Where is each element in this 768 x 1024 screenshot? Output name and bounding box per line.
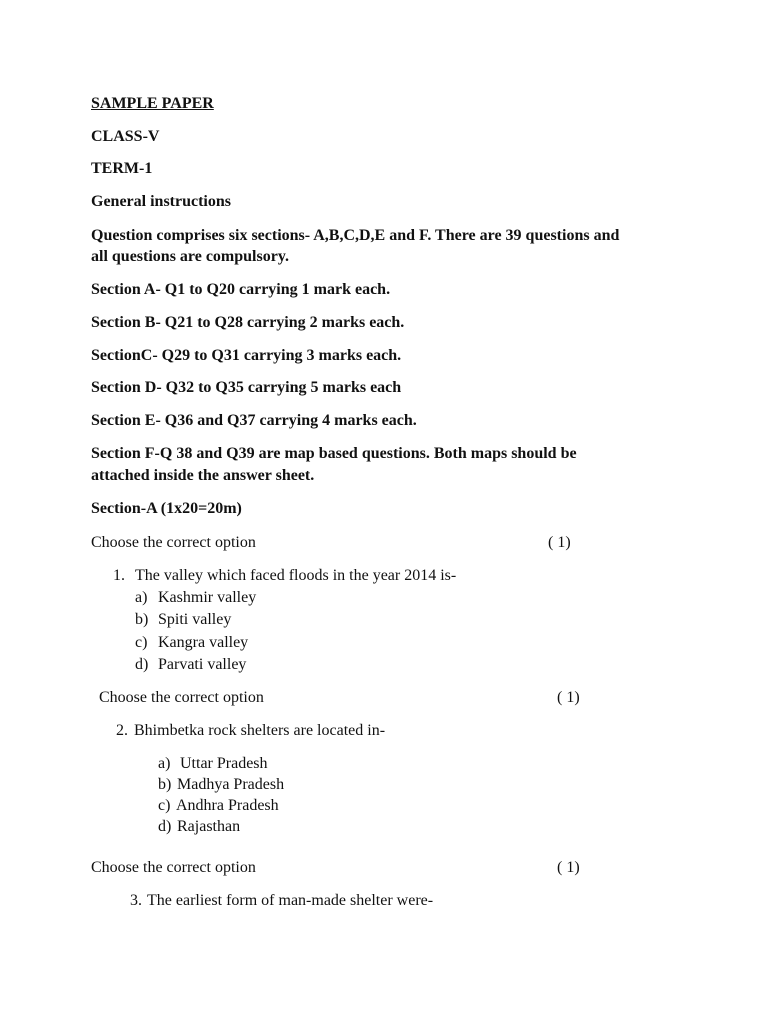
option-text: Parvati valley: [158, 656, 247, 673]
section-a-instruction: Section A- Q1 to Q20 carrying 1 mark each.: [91, 281, 391, 298]
general-instructions-heading: General instructions: [91, 193, 231, 210]
option-label: b): [135, 611, 149, 628]
question-number: 3.: [130, 892, 142, 909]
option-text: Uttar Pradesh: [180, 755, 268, 772]
option-label: d): [135, 656, 149, 673]
question-number: 1.: [113, 567, 125, 584]
option-text: Madhya Pradesh: [177, 776, 285, 793]
question-instruction: Choose the correct option: [99, 689, 264, 706]
option-label: d): [158, 818, 172, 835]
section-c-instruction: SectionC- Q29 to Q31 carrying 3 marks each.: [91, 347, 402, 364]
option-text: Andhra Pradesh: [176, 797, 279, 814]
section-b-instruction: Section B- Q21 to Q28 carrying 2 marks each.: [91, 314, 405, 331]
question-marks: ( 1): [548, 534, 571, 551]
option-label: a): [135, 589, 148, 606]
section-f-instruction-line1: Section F-Q 38 and Q39 are map based questions. Both maps should be: [91, 445, 577, 462]
question-marks: ( 1): [557, 689, 580, 706]
section-f-instruction-line2: attached inside the answer sheet.: [91, 467, 315, 484]
section-d-instruction: Section D- Q32 to Q35 carrying 5 marks each: [91, 379, 402, 396]
document-title: SAMPLE PAPER: [91, 95, 214, 112]
question-instruction: Choose the correct option: [91, 534, 256, 551]
option-text: Kashmir valley: [158, 589, 257, 606]
question-instruction: Choose the correct option: [91, 859, 256, 876]
question-text: The earliest form of man-made shelter were-: [147, 892, 434, 909]
question-marks: ( 1): [557, 859, 580, 876]
option-label: c): [158, 797, 171, 814]
question-text: The valley which faced floods in the year 2014 is-: [135, 567, 457, 584]
question-text: Bhimbetka rock shelters are located in-: [134, 722, 386, 739]
option-label: a): [158, 755, 171, 772]
option-text: Rajasthan: [177, 818, 241, 835]
section-a-heading: Section-A (1x20=20m): [91, 500, 242, 517]
term-label: TERM-1: [91, 160, 153, 177]
option-label: b): [158, 776, 172, 793]
instructions-overview-line2: all questions are compulsory.: [91, 248, 289, 265]
class-label: CLASS-V: [91, 128, 160, 145]
option-text: Kangra valley: [158, 634, 249, 651]
option-label: c): [135, 634, 148, 651]
instructions-overview-line1: Question comprises six sections- A,B,C,D,E and F. There are 39 questions and: [91, 227, 620, 244]
section-e-instruction: Section E- Q36 and Q37 carrying 4 marks each.: [91, 412, 417, 429]
option-text: Spiti valley: [158, 611, 232, 628]
question-number: 2.: [116, 722, 128, 739]
